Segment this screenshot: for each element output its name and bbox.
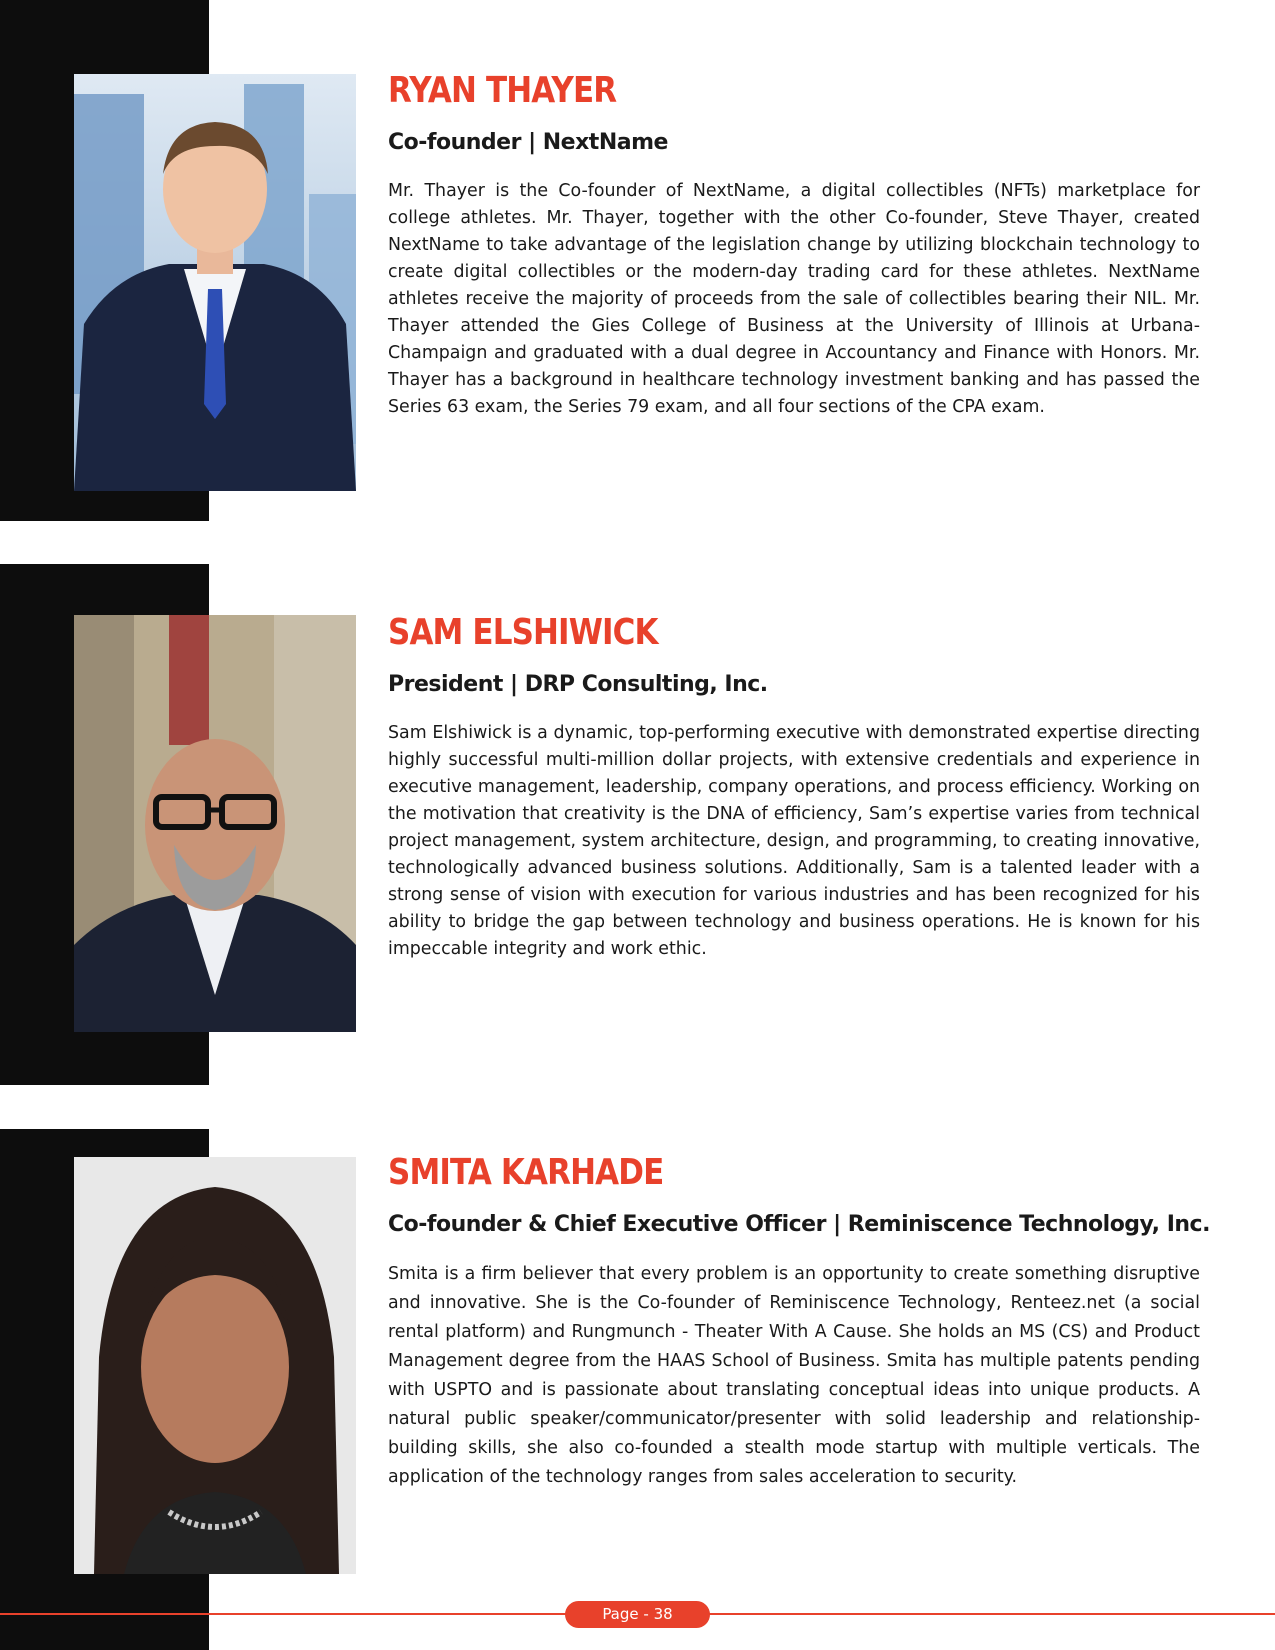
profile-role: President | DRP Consulting, Inc. (388, 672, 768, 697)
profile-sam-elshiwick (388, 606, 1200, 963)
profile-ryan-thayer (388, 64, 1200, 421)
profile-role: Co-founder & Chief Executive Officer | Reminiscence Technology, Inc. (388, 1212, 1210, 1237)
profile-bio: Mr. Thayer is the Co-founder of NextName, a digital collectibles (NFTs) marketplace for college athletes. Mr. Thayer, together with the other Co-founder, Steve Thayer, created NextName to take advantage of the legislation change by utilizing blockchain technology to create digital collectibles or the modern-day trading card for these athletes. NextName athletes receive the majority of proceeds from the sale of collectibles bearing their NIL. Mr. Thayer attended the Gies College of Business at the University of Illinois at Urbana-Champaign and graduated with a dual degree in Accountancy and Finance with Honors. Mr. Thayer has a background in healthcare technology investment banking and has passed the Series 63 exam, the Series 79 exam, and all four sections of the CPA exam. (388, 181, 1200, 417)
page-number-badge: Page - 38 (565, 1601, 710, 1628)
profile-name: SMITA KARHADE (388, 1152, 664, 1193)
profile-name: RYAN THAYER (388, 70, 617, 111)
profile-bio: Sam Elshiwick is a dynamic, top-performing executive with demonstrated expertise directing highly successful multi-million dollar projects, with extensive credentials and experience in executive management, leadership, company operations, and process efficiency. Working on the motivation that creativity is the DNA of efficiency, Sam’s expertise varies from technical project management, system architecture, design, and programming, to creating innovative, technologically advanced business solutions. Additionally, Sam is a talented leader with a strong sense of vision with execution for various industries and has been recognized for his ability to bridge the gap between technology and business operations. He is known for his impeccable integrity and work ethic. (388, 723, 1200, 959)
photo-smita-karhade (74, 1157, 356, 1574)
portrait-image (74, 1157, 356, 1574)
profile-name: SAM ELSHIWICK (388, 612, 658, 653)
portrait-image (74, 615, 356, 1032)
profile-role: Co-founder | NextName (388, 130, 668, 155)
photo-sam-elshiwick (74, 615, 356, 1032)
photo-ryan-thayer (74, 74, 356, 491)
profile-bio: Smita is a firm believer that every problem is an opportunity to create something disruptive and innovative. She is the Co-founder of Reminiscence Technology, Renteez.net (a social rental platform) and Rungmunch - Theater With A Cause. She holds an MS (CS) and Product Management degree from the HAAS School of Business. Smita has multiple patents pending with USPTO and is passionate about translating conceptual ideas into unique products. A natural public speaker/communicator/presenter with solid leadership and relationship-building skills, she also co-founded a stealth mode startup with multiple verticals. The application of the technology ranges from sales acceleration to security. (388, 1264, 1200, 1487)
portrait-image (74, 74, 356, 491)
profile-smita-karhade (388, 1146, 1210, 1492)
